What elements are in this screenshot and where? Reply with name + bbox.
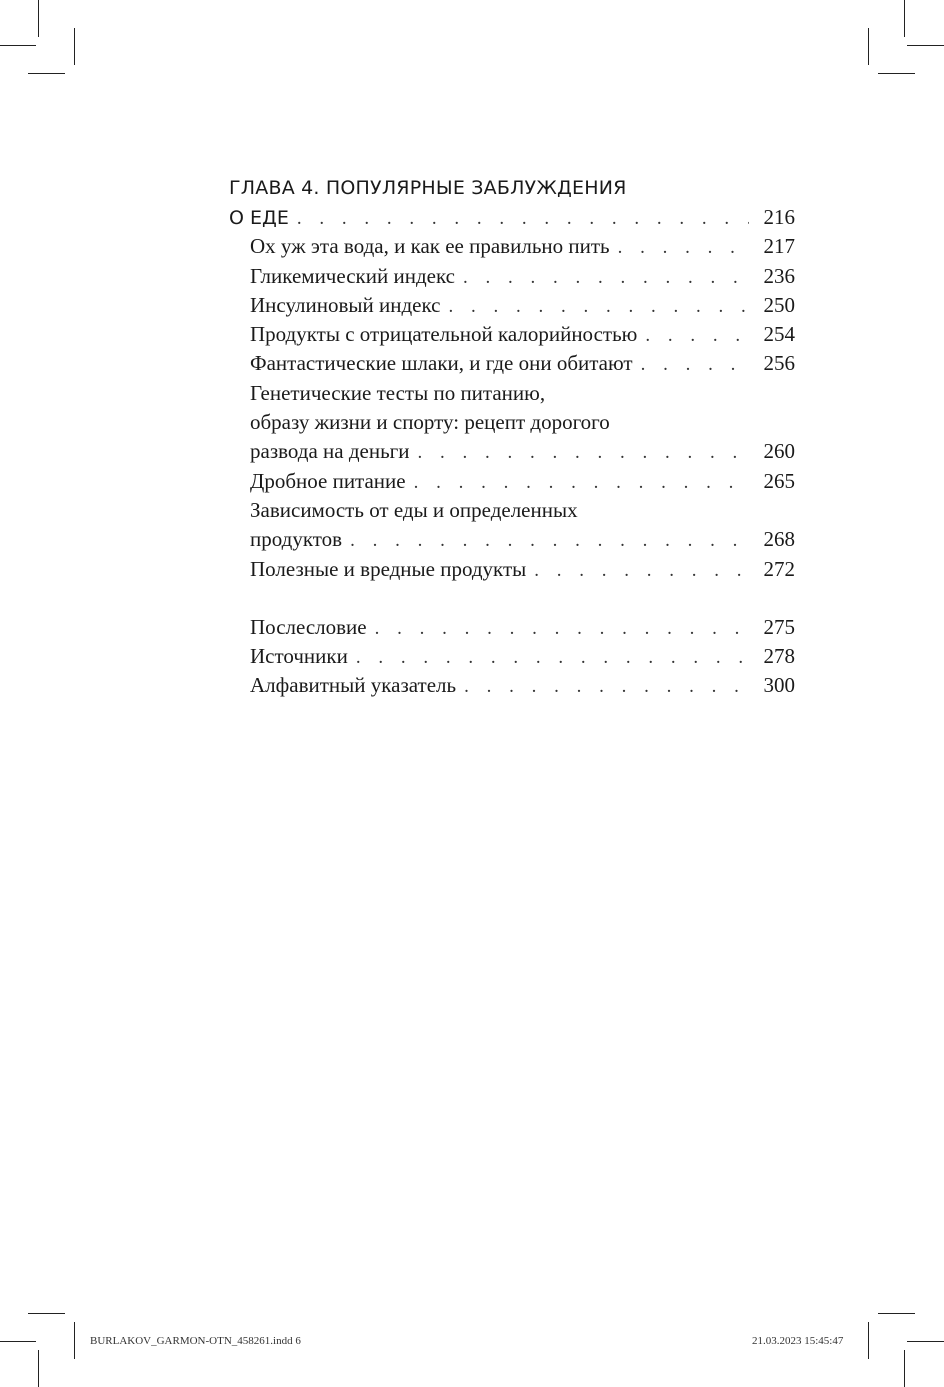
page-number: 236: [763, 263, 795, 288]
toc-label: Генетические тесты по питанию,: [250, 380, 546, 405]
toc-entry-index[interactable]: [229, 671, 795, 700]
toc-entry[interactable]: [229, 262, 795, 291]
page-number: 260: [763, 439, 795, 464]
toc-label: Алфавитный указатель: [250, 673, 457, 698]
crop-mark: [38, 1350, 39, 1387]
toc-entry[interactable]: [229, 320, 795, 349]
crop-mark: [907, 45, 944, 46]
page-number: 268: [763, 527, 795, 552]
page-number: 265: [763, 468, 795, 493]
toc-label: Послесловие: [250, 614, 367, 639]
crop-mark: [0, 45, 36, 46]
crop-mark: [878, 1313, 915, 1314]
crop-mark: [0, 1341, 36, 1342]
toc-label: Полезные и вредные продукты: [250, 556, 527, 581]
crop-mark: [904, 1350, 905, 1387]
toc-label: Источники: [250, 644, 348, 669]
toc-entry[interactable]: [229, 291, 795, 320]
crop-mark: [868, 28, 869, 65]
dot-leader: [448, 292, 749, 321]
page-number: 272: [763, 556, 795, 581]
toc-label: Инсулиновый индекс: [250, 292, 441, 317]
crop-mark: [74, 1322, 75, 1359]
spacer: [229, 584, 795, 613]
chapter-title: ГЛАВА 4. ПОПУЛЯРНЫЕ ЗАБЛУЖДЕНИЯ: [229, 177, 627, 199]
dot-leader: [641, 350, 749, 379]
dot-leader: [464, 672, 749, 701]
dot-leader: [418, 438, 749, 467]
toc-entry-sources[interactable]: [229, 642, 795, 671]
toc-entry[interactable]: [229, 349, 795, 378]
toc-entry-line[interactable]: [229, 408, 795, 437]
dot-leader: [297, 204, 749, 233]
crop-mark: [904, 0, 905, 37]
toc-label: Зависимость от еды и определенных: [250, 497, 578, 522]
dot-leader: [534, 556, 749, 585]
toc-entry[interactable]: [229, 437, 795, 466]
dot-leader: [645, 321, 749, 350]
page-number: 250: [763, 292, 795, 317]
toc-row-chapter[interactable]: [229, 203, 795, 232]
toc-entry-line[interactable]: [229, 379, 795, 408]
slug-file-info: BURLAKOV_GARMON-OTN_458261.indd 6: [90, 1335, 301, 1347]
dot-leader: [350, 526, 749, 555]
page-number: 278: [763, 644, 795, 669]
toc-entry-afterword[interactable]: [229, 613, 795, 642]
toc-label: Дробное питание: [250, 468, 406, 493]
toc-entry-line[interactable]: [229, 496, 795, 525]
crop-mark: [28, 73, 65, 74]
crop-mark: [74, 28, 75, 65]
dot-leader: [414, 468, 749, 497]
toc-label: Фантастические шлаки, и где они обитают: [250, 351, 633, 376]
crop-mark: [868, 1322, 869, 1359]
page-number: 217: [763, 234, 795, 259]
toc-label: образу жизни и спорту: рецепт дорогого: [250, 410, 610, 435]
page-number: 300: [763, 673, 795, 698]
crop-mark: [907, 1341, 944, 1342]
dot-leader: [463, 263, 749, 292]
toc-entry[interactable]: [229, 232, 795, 261]
toc-label: продуктов: [250, 527, 343, 552]
dot-leader: [618, 233, 749, 262]
toc-label: Гликемический индекс: [250, 263, 455, 288]
page-number: 275: [763, 614, 795, 639]
page-number: 256: [763, 351, 795, 376]
crop-mark: [878, 73, 915, 74]
dot-leader: [356, 643, 749, 672]
toc-label: развода на деньги: [250, 439, 410, 464]
toc-entry[interactable]: [229, 525, 795, 554]
toc-entry[interactable]: [229, 555, 795, 584]
crop-mark: [38, 0, 39, 37]
table-of-contents: [229, 174, 795, 701]
toc-label: Ох уж эта вода, и как ее правильно пить: [250, 234, 610, 259]
slug-timestamp: 21.03.2023 15:45:47: [752, 1335, 844, 1347]
toc-label: Продукты с отрицательной калорийностью: [250, 322, 638, 347]
crop-mark: [28, 1313, 65, 1314]
page-number: 216: [763, 205, 795, 229]
toc-entry[interactable]: [229, 467, 795, 496]
page-number: 254: [763, 322, 795, 347]
dot-leader: [375, 614, 749, 643]
toc-label: О ЕДЕ: [229, 207, 289, 229]
